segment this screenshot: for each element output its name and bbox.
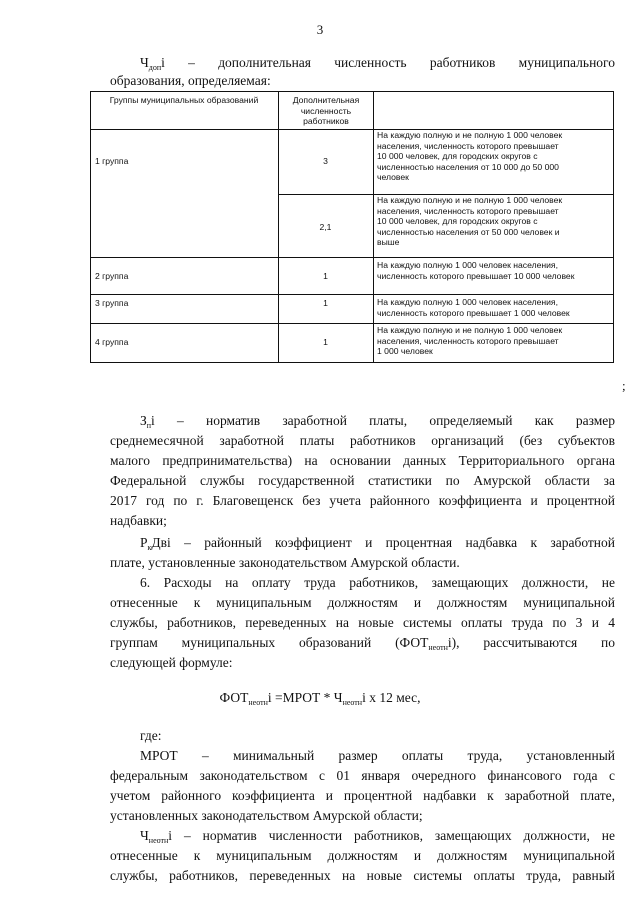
staff-table [90,91,614,363]
p6-line-5: следующей формуле: [110,655,233,670]
row3-group: 3 группа [95,298,129,308]
row1-description: На каждую полную и не полную 1 000 человек населения, численность которого превышает 10 000 человек, для городских округов с численностью населения от 10 000 до 50 000 человек [377,130,563,182]
intro-text: – дополнительная численность работников муниципального [188,55,615,70]
page-number: 3 [316,22,324,37]
row1-group: 1 группа [95,156,129,166]
intro-line-2: образования, определяемая: [110,73,271,88]
rkdv-line-2: плате, установленные законодательством Амурской области. [110,555,460,570]
zp-line-4: Федеральной службы государственной статистики по Амурской области за [110,473,615,488]
table-border [90,91,614,92]
intro-line-1 [140,54,615,71]
mrot-line-2: федеральным законодательством с 01 января очередного финансового года с [110,768,615,783]
table-border [90,294,614,295]
row1b-value: 2,1 [319,222,332,232]
p6-line-3: службы, работников, переведенных на новые системы оплаты труда по 3 и 4 [110,615,615,630]
p6-line-1: 6. Расходы на оплату труда работников, замещающих должности, не [140,575,615,590]
ch-line-3: службы, работников, переведенных на новые системы оплаты труда, равный [110,868,615,883]
row3-value: 1 [323,298,328,308]
zp-line-6: надбавки; [110,513,167,528]
ch-symbol: $Ч_{неотн}i$ [140,828,173,845]
intro-symbol: $Ч_{доп}i$ [140,55,165,72]
header-groups: Группы муниципальных образований [109,95,259,105]
fot-formula: $ФОТ_{неотн}i$ =МРОТ * $Ч_{неотн}i$ х 12 мес, [219,690,421,707]
mrot-line-3: учетом районного коэффициента и процентной надбавки к заработной плате, [110,788,615,803]
ch-line-2: отнесенные к муниципальным должностям и должностям муниципальной [110,848,615,863]
mrot-line-1: МРОТ – минимальный размер оплаты труда, установленный [140,748,615,763]
row4-value: 1 [323,337,328,347]
row1-value: 3 [323,156,328,166]
rkdv-symbol: $Р_кДвi$ [140,535,171,552]
row2-group: 2 группа [95,271,129,281]
rkdv-line-1: $Р_кДвi$ – районный коэффициент и процентная надбавка к заработной [140,535,616,552]
zp-line-5: 2017 год по г. Благовещенск без учета районного коэффициента и процентной [110,493,615,508]
row2-description: На каждую полную 1 000 человек населения, численность которого превышает 10 000 человек [377,260,575,281]
zp-line-2: среднемесячной заработной платы работников организаций (без субъектов [110,433,615,448]
header-extra-staff: Дополнительная численность работников [292,95,360,126]
zp-line-1: $З_пi$ – норматив заработной платы, определяемый как размер [140,413,615,430]
table-border [90,91,91,363]
row4-group: 4 группа [95,337,129,347]
ch-line-1: $Ч_{неотн}i$ – норматив численности работников, замещающих должности, не [140,828,615,845]
row1b-description: На каждую полную и не полную 1 000 человек населения, численность которого превышает 10 000 человек, для городских округов с численностью населения от 50 000 человек и выше [377,195,563,247]
zp-line-3: малого предпринимательства) на основании данных Территориального органа [110,453,615,468]
table-border [373,91,374,363]
table-trailing-semicolon: ; [622,378,626,393]
row2-value: 1 [323,271,328,281]
row3-description: На каждую полную 1 000 человек населения, численность которого превышает 1 000 человек [377,297,570,318]
table-border [90,323,614,324]
zp-symbol: $З_пi$ [140,413,155,430]
row4-description: На каждую полную и не полную 1 000 человек населения, численность которого превышает 1 000 человек [377,325,563,356]
where-label: где: [140,728,162,743]
p6-line-2: отнесенные к муниципальным должностям и должностям муниципальной [110,595,615,610]
p6-line-4: группам муниципальных образований $(ФОТ_{неотн}i)$, рассчитываются по [110,635,615,652]
table-border [90,257,614,258]
mrot-line-4: установленных законодательством Амурской области; [110,808,423,823]
table-border [90,362,614,363]
table-border [613,91,614,363]
